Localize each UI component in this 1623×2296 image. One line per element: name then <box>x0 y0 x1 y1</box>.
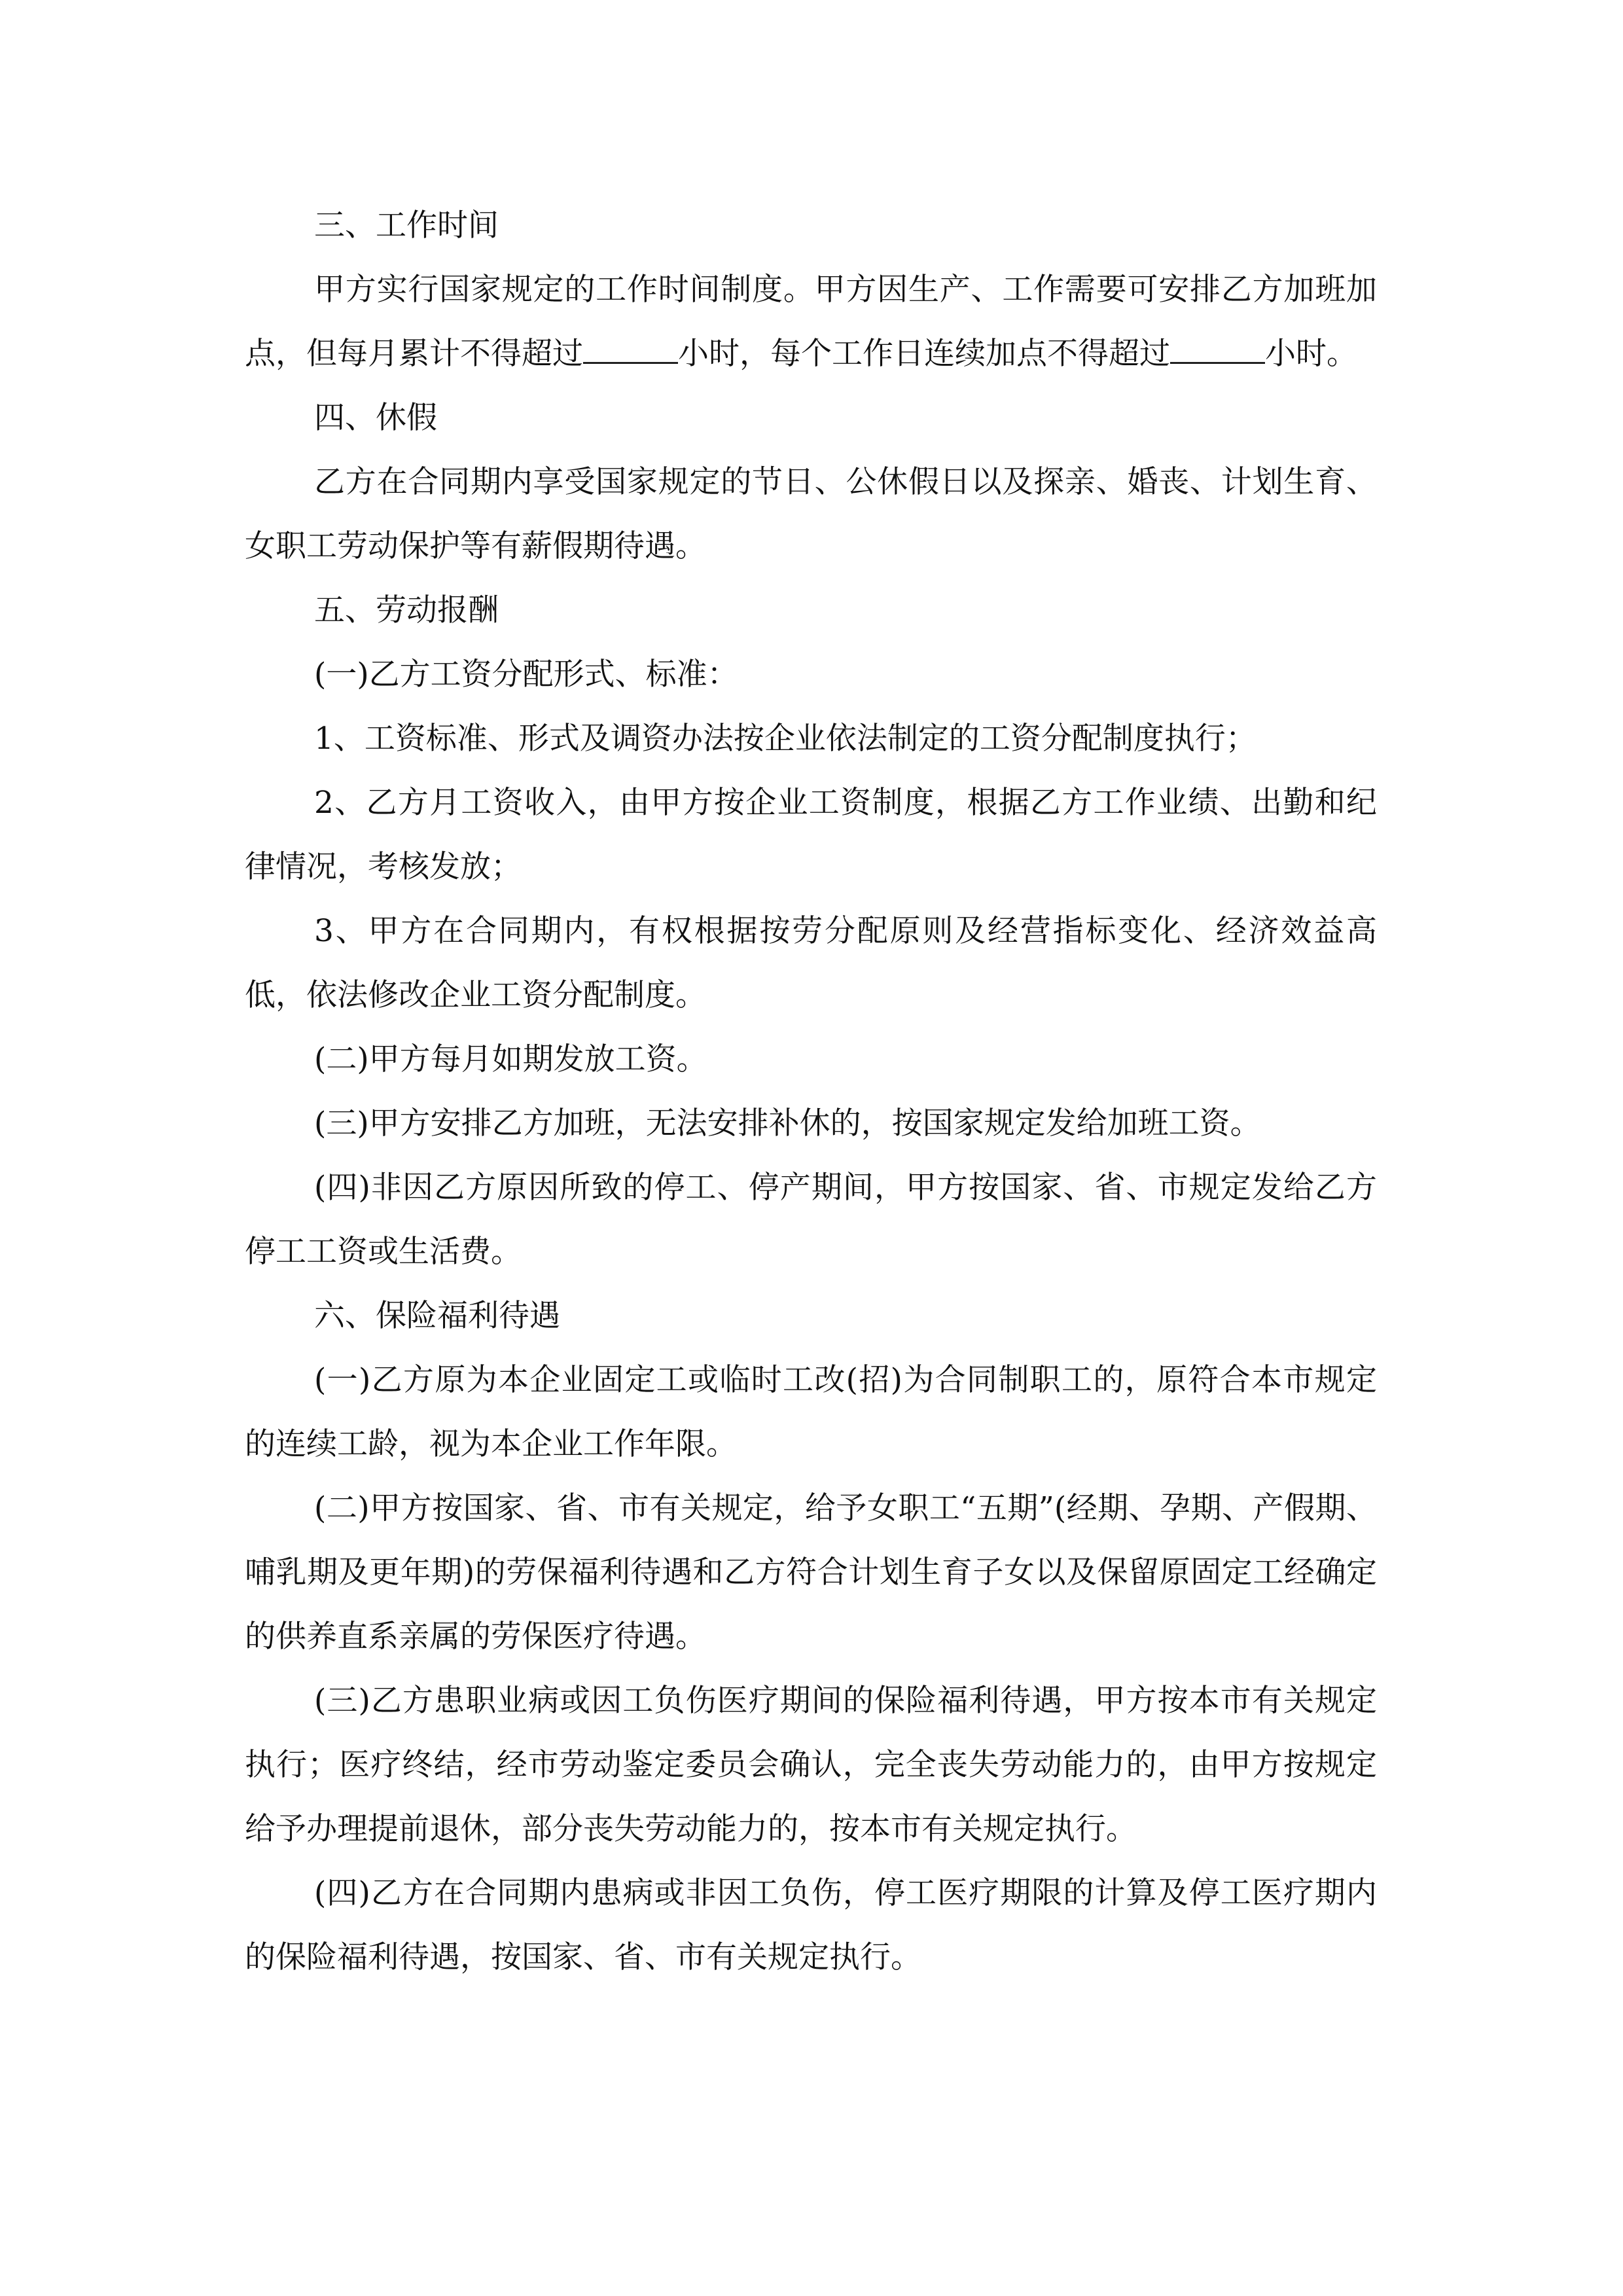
fill-in-blank-monthly-hours <box>583 336 678 364</box>
fill-in-blank-daily-hours <box>1170 336 1265 364</box>
paragraph: 2、乙方月工资收入，由甲方按企业工资制度，根据乙方工作业绩、出勤和纪律情况，考核发放； <box>245 785 1377 885</box>
paragraph: (一)乙方工资分配形式、标准： <box>314 656 738 692</box>
paragraph: (三)甲方安排乙方加班，无法安排补休的，按国家规定发给加班工资。 <box>314 1105 1261 1141</box>
section-heading-remuneration: 五、劳动报酬 <box>314 592 499 628</box>
text-segment: 小时，每个工作日连续加点不得超过 <box>678 336 1170 372</box>
section-heading-insurance: 六、保险福利待遇 <box>314 1298 560 1334</box>
paragraph-leave: 乙方在合同期内享受国家规定的节日、公休假日以及探亲、婚丧、计划生育、女职工劳动保护等有薪假期待遇。 <box>245 464 1377 564</box>
paragraph: (二)甲方每月如期发放工资。 <box>314 1041 707 1077</box>
paragraph: (四)乙方在合同期内患病或非因工负伤，停工医疗期限的计算及停工医疗期内的保险福利待遇，按国家、省、市有关规定执行。 <box>245 1875 1377 1975</box>
section-heading-work-hours: 三、工作时间 <box>314 207 499 243</box>
paragraph: (一)乙方原为本企业固定工或临时工改(招)为合同制职工的，原符合本市规定的连续工龄，视为本企业工作年限。 <box>245 1362 1377 1462</box>
text-segment: 甲方实行国家规定的工作时间制度。甲方因生产、工作需要可安排乙方加班加点，但每月累计不得超过 <box>245 272 1377 372</box>
paragraph: (四)非因乙方原因所致的停工、停产期间，甲方按国家、省、市规定发给乙方停工工资或生活费。 <box>245 1170 1377 1270</box>
paragraph-work-hours <box>245 258 1377 386</box>
paragraph: 1、工资标准、形式及调资办法按企业依法制定的工资分配制度执行； <box>314 721 1257 757</box>
paragraph: (二)甲方按国家、省、市有关规定，给予女职工“五期”(经期、孕期、产假期、哺乳期及更年期)的劳保福利待遇和乙方符合计划生育子女以及保留原固定工经确定的供养直系亲属的劳保医疗待遇。 <box>245 1490 1377 1655</box>
text-segment: 小时。 <box>1265 336 1357 372</box>
section-heading-leave: 四、休假 <box>314 400 437 436</box>
paragraph: 3、甲方在合同期内，有权根据按劳分配原则及经营指标变化、经济效益高低，依法修改企业工资分配制度。 <box>245 913 1377 1013</box>
document-body <box>245 194 1377 1990</box>
paragraph: (三)乙方患职业病或因工负伤医疗期间的保险福利待遇，甲方按本市有关规定执行；医疗终结，经市劳动鉴定委员会确认，完全丧失劳动能力的，由甲方按规定给予办理提前退休，部分丧失劳动能力的，按本市有关规定执行。 <box>245 1683 1377 1847</box>
